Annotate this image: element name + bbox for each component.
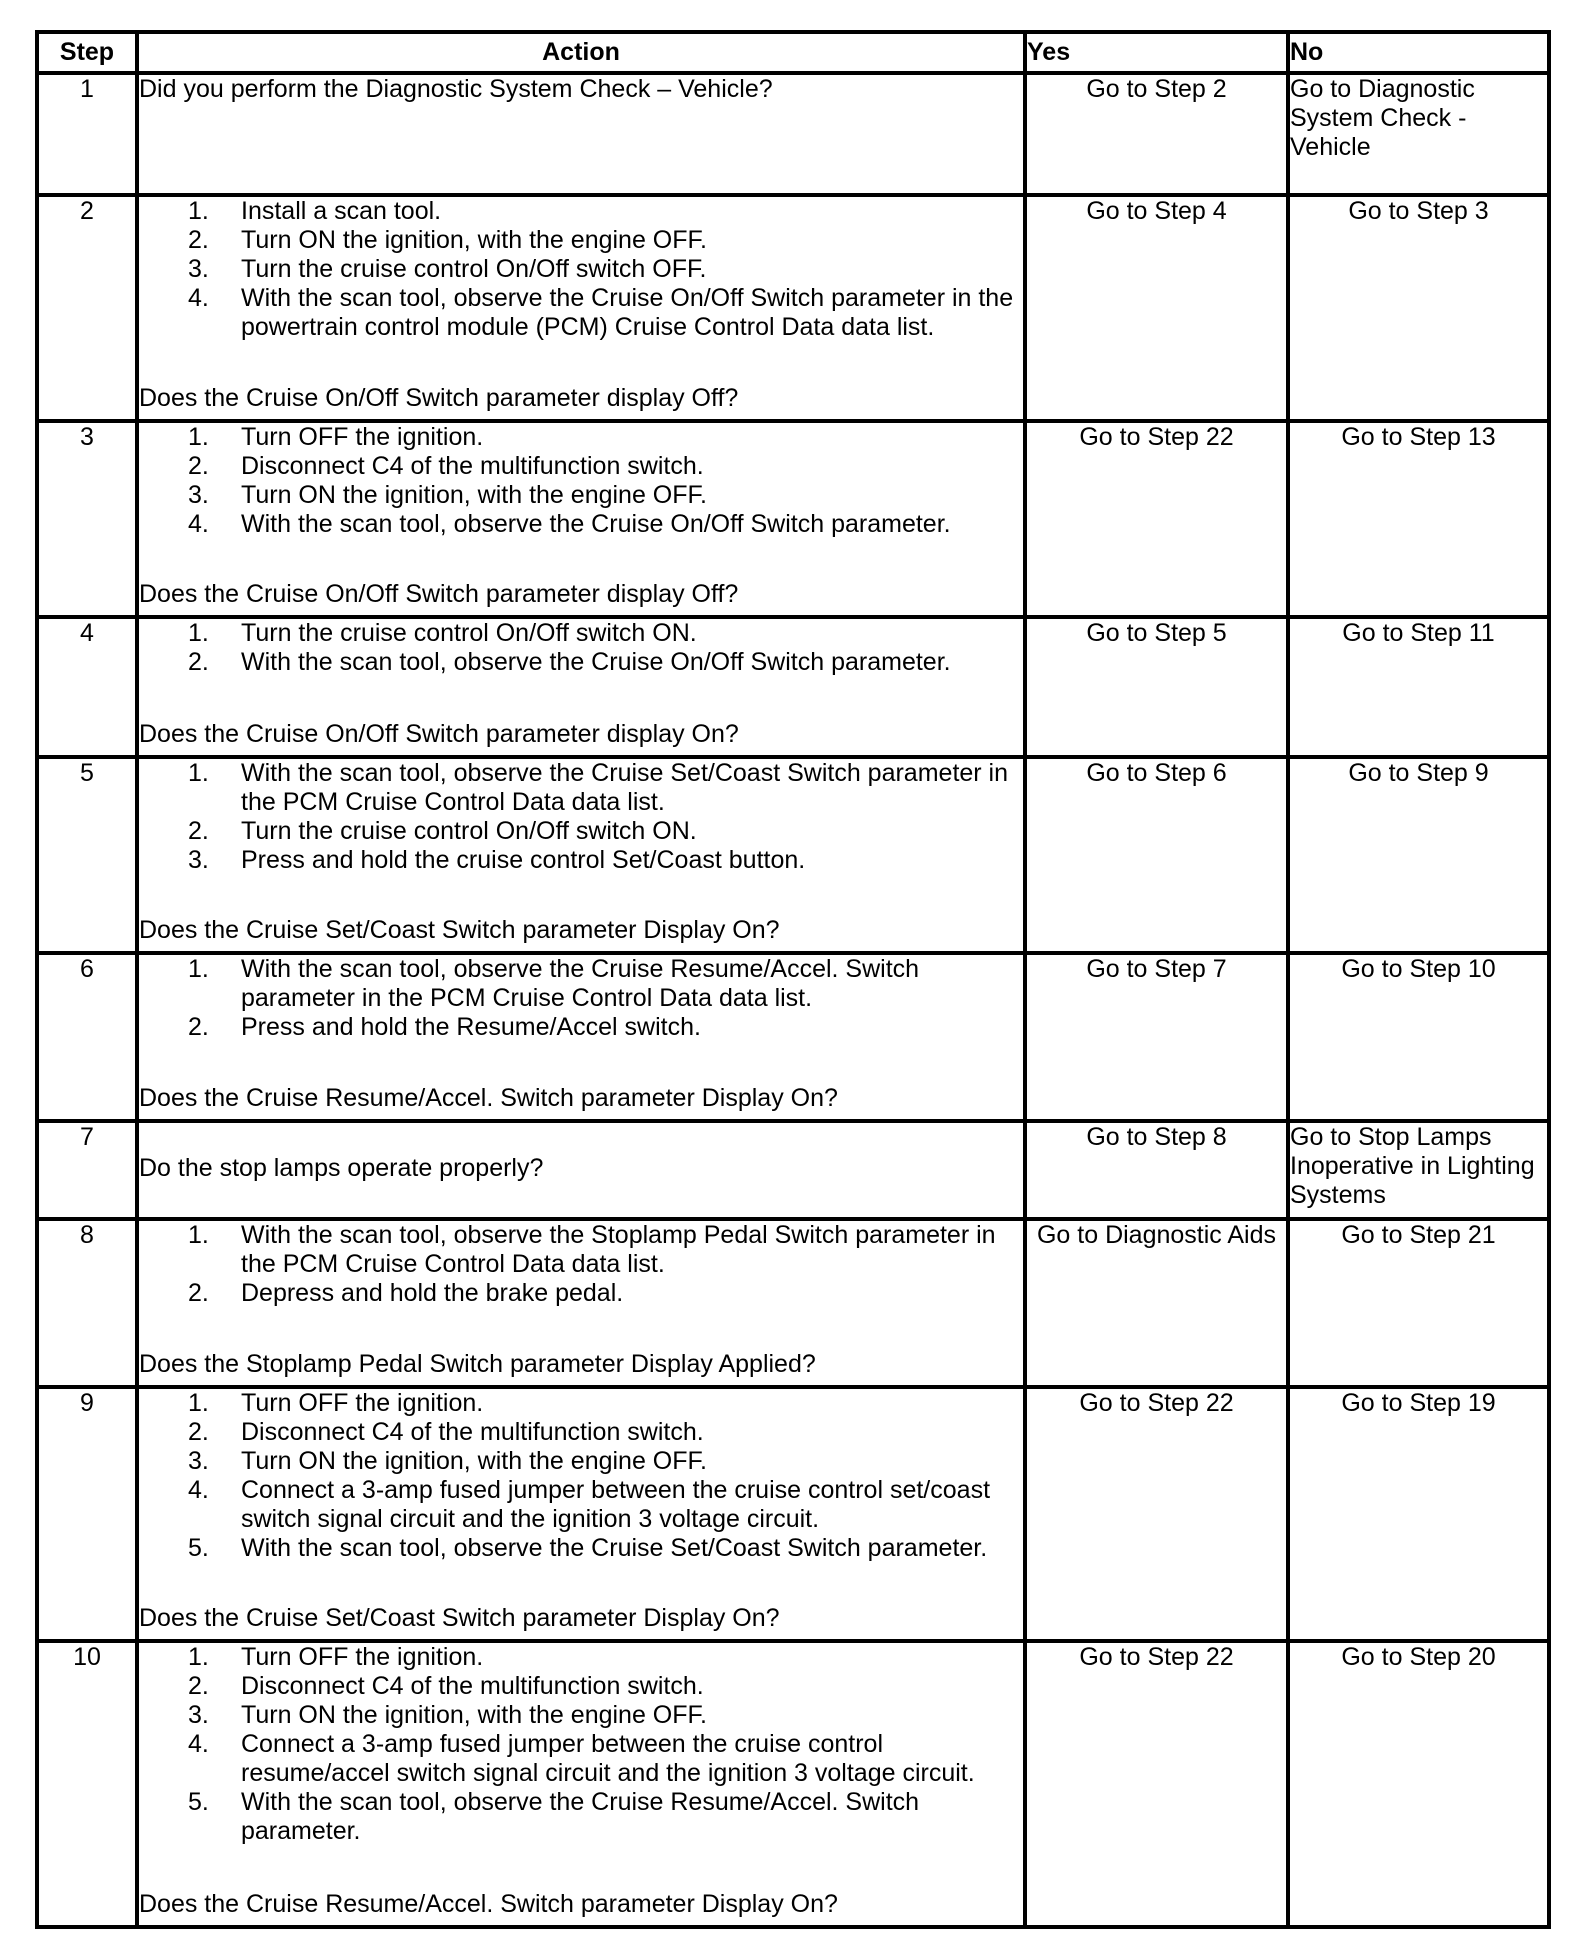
action-step-item: [139, 452, 1023, 481]
action-step-item: [139, 846, 1023, 875]
table-row: [37, 73, 1549, 195]
table-row: [37, 617, 1549, 757]
action-question: Does the Cruise Set/Coast Switch parameter Display On?: [139, 916, 780, 944]
no-result: Go to Stop Lamps Inoperative in Lighting Systems: [1288, 1121, 1549, 1219]
action-step-text: Turn the cruise control On/Off switch OFF.: [241, 255, 707, 283]
action-step-text: With the scan tool, observe the Cruise Set/Coast Switch parameter.: [241, 1534, 988, 1562]
action-step-text: With the scan tool, observe the Cruise Set/Coast Switch parameter in the PCM Cruise Control Data data list.: [241, 759, 1009, 816]
action-step-number: 1.: [188, 619, 209, 647]
table-row: [37, 195, 1549, 421]
action-cell: [137, 953, 1025, 1121]
action-step-text: Depress and hold the brake pedal.: [241, 1279, 624, 1307]
action-cell: [137, 421, 1025, 617]
action-step-text: Turn OFF the ignition.: [241, 1643, 484, 1671]
action-step-text: Turn OFF the ignition.: [241, 1389, 484, 1417]
action-steps-list: [139, 619, 1023, 677]
no-result: Go to Step 20: [1288, 1641, 1549, 1927]
action-cell: [137, 73, 1025, 195]
action-step-number: 1.: [188, 1221, 209, 1249]
yes-result: Go to Diagnostic Aids: [1025, 1219, 1288, 1387]
action-question: Does the Cruise On/Off Switch parameter display Off?: [139, 384, 739, 412]
step-number: 1: [37, 73, 137, 195]
step-number: 9: [37, 1387, 137, 1641]
action-step-item: [139, 1701, 1023, 1730]
action-step-text: With the scan tool, observe the Cruise Resume/Accel. Switch parameter.: [241, 1788, 920, 1845]
table-row: [37, 1219, 1549, 1387]
action-step-number: 4.: [188, 510, 209, 538]
action-step-text: Turn ON the ignition, with the engine OFF.: [241, 481, 707, 509]
header-row: [37, 32, 1549, 73]
step-number: 4: [37, 617, 137, 757]
action-cell: [137, 1121, 1025, 1219]
diagnostic-table: [35, 30, 1551, 1929]
action-question: Does the Cruise Resume/Accel. Switch parameter Display On?: [139, 1890, 838, 1918]
action-step-number: 3.: [188, 1701, 209, 1729]
no-result: Go to Diagnostic System Check - Vehicle: [1288, 73, 1549, 195]
header-yes: Yes: [1025, 32, 1288, 73]
action-step-item: [139, 1730, 1023, 1788]
action-cell: [137, 1641, 1025, 1927]
yes-result: Go to Step 7: [1025, 953, 1288, 1121]
action-step-number: 2.: [188, 452, 209, 480]
table-row: [37, 953, 1549, 1121]
action-step-item: [139, 197, 1023, 226]
action-step-text: Press and hold the Resume/Accel switch.: [241, 1013, 701, 1041]
action-step-text: Turn ON the ignition, with the engine OFF.: [241, 1447, 707, 1475]
header-no: No: [1288, 32, 1549, 73]
action-step-item: [139, 284, 1023, 342]
action-step-number: 3.: [188, 255, 209, 283]
no-result: Go to Step 19: [1288, 1387, 1549, 1641]
action-question: Does the Stoplamp Pedal Switch parameter Display Applied?: [139, 1350, 816, 1378]
action-step-text: Turn ON the ignition, with the engine OFF.: [241, 226, 707, 254]
action-step-item: [139, 1418, 1023, 1447]
action-cell: [137, 617, 1025, 757]
action-cell: [137, 757, 1025, 953]
yes-result: Go to Step 6: [1025, 757, 1288, 953]
action-step-item: [139, 619, 1023, 648]
no-result: Go to Step 13: [1288, 421, 1549, 617]
yes-result: Go to Step 2: [1025, 73, 1288, 195]
table-row: [37, 757, 1549, 953]
action-step-text: With the scan tool, observe the Cruise Resume/Accel. Switch parameter in the PCM Cruise Control Data data list.: [241, 955, 920, 1012]
action-question: Does the Cruise On/Off Switch parameter display Off?: [139, 580, 739, 608]
no-result: Go to Step 11: [1288, 617, 1549, 757]
table-row: [37, 1121, 1549, 1219]
action-step-item: [139, 226, 1023, 255]
action-step-number: 2.: [188, 1672, 209, 1700]
action-step-item: [139, 817, 1023, 846]
step-number: 7: [37, 1121, 137, 1219]
yes-result: Go to Step 4: [1025, 195, 1288, 421]
action-step-item: [139, 1643, 1023, 1672]
yes-result: Go to Step 8: [1025, 1121, 1288, 1219]
action-step-text: With the scan tool, observe the Cruise On/Off Switch parameter in the powertrain control module (PCM) Cruise Control Data data list.: [241, 284, 1014, 341]
action-steps-list: [139, 1389, 1023, 1563]
yes-result: Go to Step 5: [1025, 617, 1288, 757]
action-step-text: With the scan tool, observe the Stoplamp Pedal Switch parameter in the PCM Cruise Control Data data list.: [241, 1221, 996, 1278]
action-step-number: 3.: [188, 1447, 209, 1475]
action-step-text: Connect a 3-amp fused jumper between the cruise control set/coast switch signal circuit and the ignition 3 voltage circuit.: [241, 1476, 991, 1533]
yes-result: Go to Step 22: [1025, 1387, 1288, 1641]
action-question: Do the stop lamps operate properly?: [139, 1153, 544, 1182]
action-step-number: 2.: [188, 1418, 209, 1446]
action-step-text: Disconnect C4 of the multifunction switch.: [241, 452, 704, 480]
action-cell: [137, 195, 1025, 421]
action-step-text: Press and hold the cruise control Set/Coast button.: [241, 846, 806, 874]
action-step-text: Turn OFF the ignition.: [241, 423, 484, 451]
action-step-number: 4.: [188, 284, 209, 312]
table-row: [37, 1641, 1549, 1927]
table-row: [37, 1387, 1549, 1641]
step-number: 2: [37, 195, 137, 421]
action-step-text: Turn the cruise control On/Off switch ON.: [241, 817, 697, 845]
step-number: 8: [37, 1219, 137, 1387]
action-step-text: With the scan tool, observe the Cruise On/Off Switch parameter.: [241, 510, 951, 538]
action-step-number: 2.: [188, 1013, 209, 1041]
step-number: 6: [37, 953, 137, 1121]
action-step-item: [139, 1013, 1023, 1042]
action-step-number: 4.: [188, 1730, 209, 1758]
action-step-number: 2.: [188, 817, 209, 845]
step-number: 10: [37, 1641, 137, 1927]
action-step-item: [139, 1672, 1023, 1701]
table-row: [37, 421, 1549, 617]
action-step-item: [139, 1221, 1023, 1279]
action-steps-list: [139, 1221, 1023, 1308]
action-step-item: [139, 648, 1023, 677]
action-steps-list: [139, 423, 1023, 539]
action-step-number: 2.: [188, 226, 209, 254]
action-step-item: [139, 1279, 1023, 1308]
action-step-number: 5.: [188, 1788, 209, 1816]
action-step-number: 1.: [188, 423, 209, 451]
action-step-item: [139, 1476, 1023, 1534]
action-steps-list: [139, 1643, 1023, 1846]
action-step-item: [139, 1788, 1023, 1846]
action-step-item: [139, 1534, 1023, 1563]
action-step-item: [139, 510, 1023, 539]
action-steps-list: [139, 197, 1023, 342]
action-step-number: 5.: [188, 1534, 209, 1562]
step-number: 5: [37, 757, 137, 953]
action-step-number: 1.: [188, 1643, 209, 1671]
action-step-number: 1.: [188, 1389, 209, 1417]
action-step-number: 3.: [188, 846, 209, 874]
action-steps-list: [139, 759, 1023, 875]
action-step-number: 3.: [188, 481, 209, 509]
action-cell: [137, 1387, 1025, 1641]
action-step-number: 1.: [188, 197, 209, 225]
action-step-item: [139, 423, 1023, 452]
action-question: Does the Cruise On/Off Switch parameter display On?: [139, 720, 739, 748]
action-step-item: [139, 955, 1023, 1013]
action-step-text: Turn the cruise control On/Off switch ON.: [241, 619, 697, 647]
no-result: Go to Step 9: [1288, 757, 1549, 953]
action-step-number: 2.: [188, 648, 209, 676]
no-result: Go to Step 3: [1288, 195, 1549, 421]
action-question: Does the Cruise Set/Coast Switch parameter Display On?: [139, 1604, 780, 1632]
no-result: Go to Step 21: [1288, 1219, 1549, 1387]
action-question: Did you perform the Diagnostic System Check – Vehicle?: [139, 75, 773, 103]
action-step-number: 4.: [188, 1476, 209, 1504]
action-step-number: 1.: [188, 955, 209, 983]
action-step-number: 1.: [188, 759, 209, 787]
action-step-text: Turn ON the ignition, with the engine OFF.: [241, 1701, 707, 1729]
yes-result: Go to Step 22: [1025, 421, 1288, 617]
action-step-text: Disconnect C4 of the multifunction switch.: [241, 1672, 704, 1700]
yes-result: Go to Step 22: [1025, 1641, 1288, 1927]
action-cell: [137, 1219, 1025, 1387]
header-step: Step: [37, 32, 137, 73]
action-step-number: 2.: [188, 1279, 209, 1307]
action-step-item: [139, 1447, 1023, 1476]
action-steps-list: [139, 955, 1023, 1042]
action-question: Does the Cruise Resume/Accel. Switch parameter Display On?: [139, 1084, 838, 1112]
action-step-item: [139, 481, 1023, 510]
action-step-text: Install a scan tool.: [241, 197, 442, 225]
no-result: Go to Step 10: [1288, 953, 1549, 1121]
header-action: Action: [137, 32, 1025, 73]
action-step-text: Disconnect C4 of the multifunction switch.: [241, 1418, 704, 1446]
action-step-item: [139, 759, 1023, 817]
action-step-item: [139, 1389, 1023, 1418]
action-step-text: Connect a 3-amp fused jumper between the cruise control resume/accel switch signal circuit and the ignition 3 voltage circuit.: [241, 1730, 975, 1787]
step-number: 3: [37, 421, 137, 617]
action-step-item: [139, 255, 1023, 284]
action-step-text: With the scan tool, observe the Cruise On/Off Switch parameter.: [241, 648, 951, 676]
